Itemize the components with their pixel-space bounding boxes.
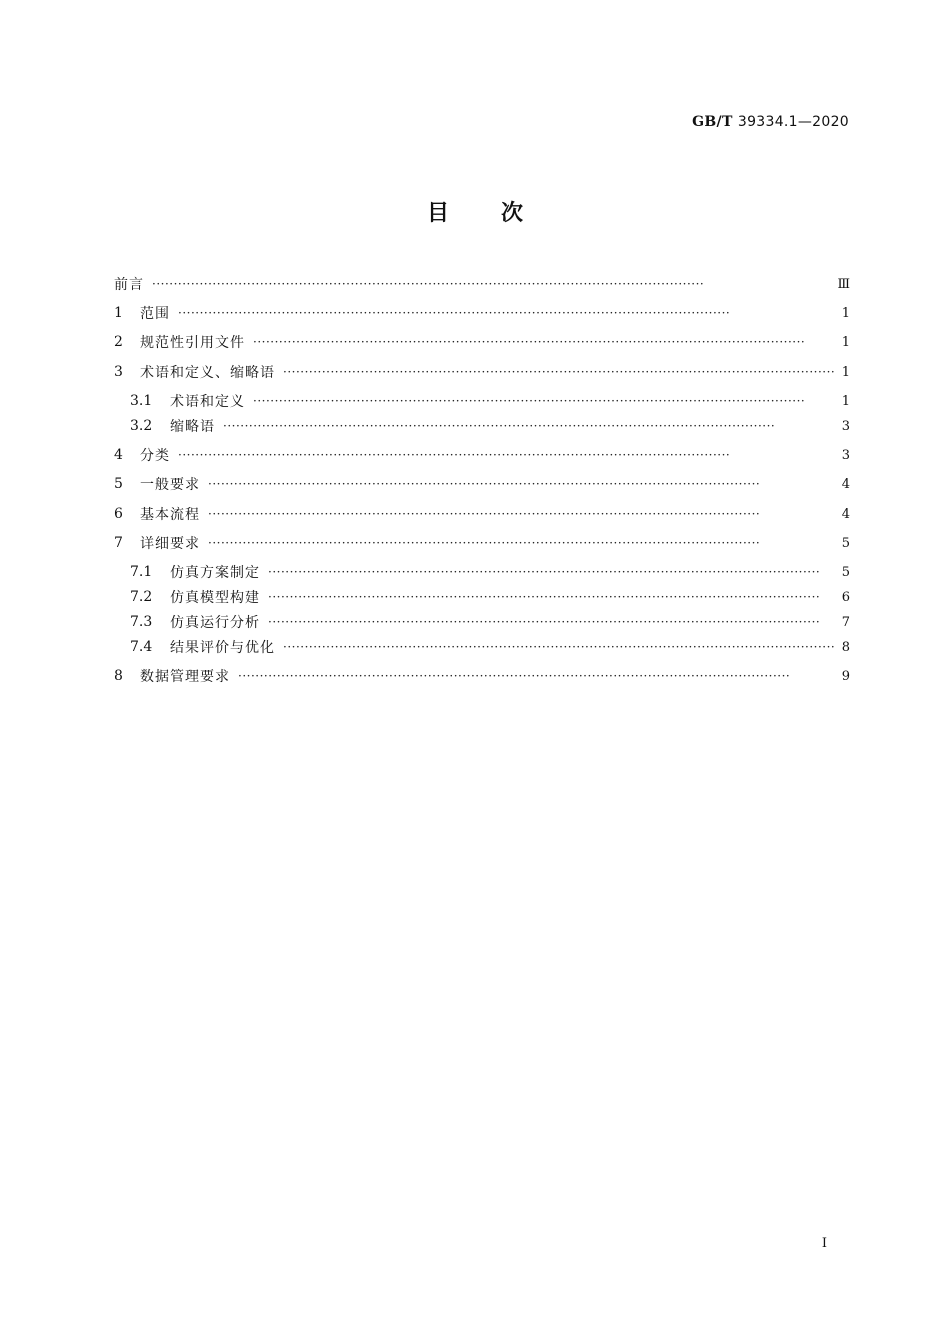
toc-entry-number: 6 [114, 506, 123, 522]
toc-entry-label: 仿真运行分析 [170, 615, 260, 631]
toc-entry-3-1[interactable] [130, 389, 850, 413]
toc-entry-number: 7.1 [130, 564, 153, 580]
toc-entry-label: 仿真方案制定 [170, 565, 260, 581]
toc-entry-7[interactable] [114, 531, 850, 555]
page-folio: Ⅰ [821, 1236, 827, 1251]
toc-entry-page: 1 [841, 393, 850, 409]
toc-entry-5[interactable] [114, 472, 850, 496]
toc-leader-dots [268, 615, 836, 629]
toc-leader-dots [178, 306, 836, 320]
toc-leader-dots [178, 448, 836, 462]
toc-entry-number: 3.1 [130, 393, 153, 409]
toc-entry-3[interactable] [114, 360, 850, 384]
toc-entry-number: 7.3 [130, 614, 153, 630]
toc-leader-dots [208, 477, 836, 491]
toc-leader-dots [208, 507, 836, 521]
toc-entry-label: 结果评价与优化 [170, 640, 275, 656]
toc-entry-foreword[interactable] [114, 272, 850, 296]
toc-entry-7-2[interactable] [130, 585, 850, 609]
toc-entry-number: 2 [114, 334, 123, 350]
toc-entry-number: 7.4 [130, 639, 153, 655]
toc-entry-4[interactable] [114, 443, 850, 467]
toc-entry-label: 前言 [114, 277, 144, 293]
toc-entry-number: 3.2 [130, 418, 153, 434]
toc-entry-label: 仿真模型构建 [170, 590, 260, 606]
toc-entry-page: 4 [841, 476, 850, 492]
toc-heading-char-1: 目 [426, 201, 449, 226]
toc-entry-page: 7 [841, 614, 850, 630]
toc-entry-page: 5 [841, 564, 850, 580]
toc-entry-8[interactable] [114, 664, 850, 688]
toc-leader-dots [283, 365, 836, 379]
toc-leader-dots [268, 590, 836, 604]
toc-leader-dots [253, 394, 836, 408]
toc-entry-7-1[interactable] [130, 560, 850, 584]
toc-entry-label: 范围 [140, 306, 170, 322]
toc-leader-dots [283, 640, 836, 654]
toc-entry-number: 7.2 [130, 589, 153, 605]
toc-entry-label: 一般要求 [140, 477, 200, 493]
toc-leader-dots [268, 565, 836, 579]
toc-entry-label: 数据管理要求 [140, 669, 230, 685]
toc-entry-page: 4 [841, 506, 850, 522]
toc-entry-1[interactable] [114, 301, 850, 325]
toc-leader-dots [223, 419, 836, 433]
toc-entry-page: 1 [841, 364, 850, 380]
toc-entry-number: 5 [114, 476, 123, 492]
standard-code [692, 114, 849, 130]
toc-leader-dots [208, 536, 836, 550]
toc-entry-7-4[interactable] [130, 635, 850, 659]
toc-entry-label: 术语和定义、缩略语 [140, 365, 275, 381]
toc-entry-page: 5 [841, 535, 850, 551]
toc-entry-label: 术语和定义 [170, 394, 245, 410]
standard-number: 39334.1—2020 [737, 114, 849, 130]
toc-entry-6[interactable] [114, 502, 850, 526]
toc-entry-number: 4 [114, 447, 123, 463]
toc-entry-page: 8 [841, 639, 850, 655]
toc-entry-label: 缩略语 [170, 419, 215, 435]
toc-entry-page: 1 [841, 334, 850, 350]
toc-entry-3-2[interactable] [130, 414, 850, 438]
toc-entry-label: 规范性引用文件 [140, 335, 245, 351]
toc-leader-dots [253, 335, 836, 349]
toc-entry-number: 7 [114, 535, 123, 551]
toc-entry-label: 详细要求 [140, 536, 200, 552]
toc-entry-page: 3 [841, 447, 850, 463]
standard-prefix: GB/T [692, 114, 733, 130]
toc-entry-number: 1 [114, 305, 123, 321]
toc-entry-number: 8 [114, 668, 123, 684]
toc-entry-page: 9 [841, 668, 850, 684]
toc-leader-dots [152, 277, 833, 291]
toc-heading-char-2: 次 [501, 201, 524, 226]
toc-entry-page: 1 [841, 305, 850, 321]
toc-entry-label: 基本流程 [140, 507, 200, 523]
toc-entry-label: 分类 [140, 448, 170, 464]
toc-entry-page: 3 [841, 418, 850, 434]
toc-entry-page: 6 [841, 589, 850, 605]
toc-entry-2[interactable] [114, 330, 850, 354]
toc-entry-7-3[interactable] [130, 610, 850, 634]
toc-heading [0, 196, 950, 227]
toc-entry-page: Ⅲ [837, 276, 850, 292]
toc-leader-dots [238, 669, 836, 683]
toc-entry-number: 3 [114, 364, 123, 380]
